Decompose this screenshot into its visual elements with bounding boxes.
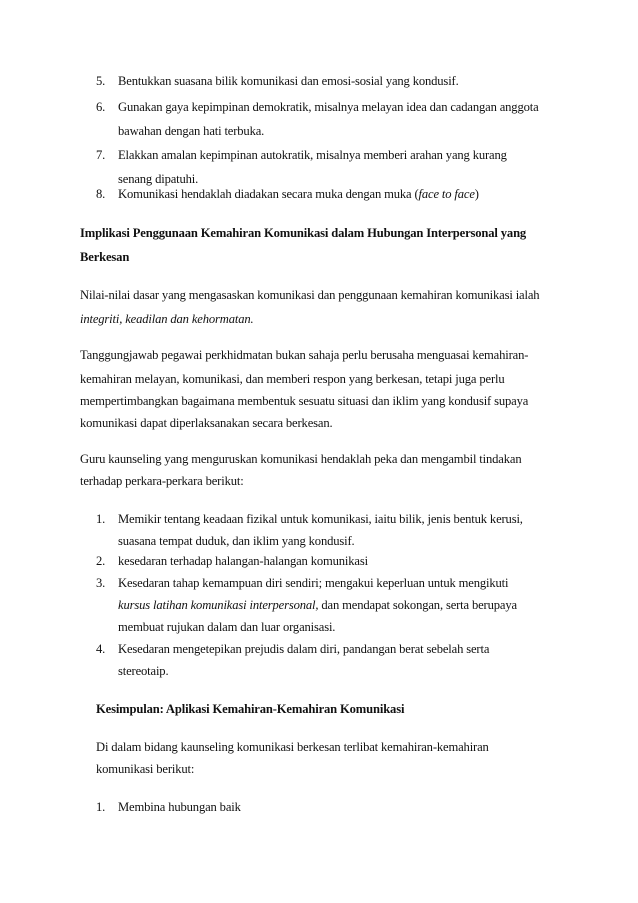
section-heading: Berkesan <box>80 250 130 264</box>
list-item-text: membuat rujukan dalam dan luar organisasi. <box>118 620 336 634</box>
list-item-text: stereotaip. <box>118 664 169 678</box>
list-item-text-main: Komunikasi hendaklah diadakan secara muka dengan muka ( <box>118 187 419 201</box>
list-number: 4. <box>96 642 106 656</box>
paragraph-line: Guru kaunseling yang menguruskan komunikasi hendaklah peka dan mengambil tindakan <box>80 452 522 466</box>
list-item-italic: kursus latihan komunikasi interpersonal, <box>118 598 319 612</box>
list-item-text: Membina hubungan baik <box>118 800 241 814</box>
paragraph-line: Tanggungjawab pegawai perkhidmatan bukan sahaja perlu berusaha menguasai kemahiran- <box>80 348 529 362</box>
list-number: 6. <box>96 100 106 114</box>
list-item-text: bawahan dengan hati terbuka. <box>118 124 265 138</box>
paragraph-line: Nilai-nilai dasar yang mengasaskan komunikasi dan penggunaan kemahiran komunikasi ialah <box>80 288 540 302</box>
list-number: 3. <box>96 576 106 590</box>
paragraph-line: Di dalam bidang kaunseling komunikasi berkesan terlibat kemahiran-kemahiran <box>96 740 489 754</box>
list-item-text: kesedaran terhadap halangan-halangan komunikasi <box>118 554 368 568</box>
paragraph-line: terhadap perkara-perkara berikut: <box>80 474 244 488</box>
paragraph-line: komunikasi dapat diperlaksanakan secara berkesan. <box>80 416 333 430</box>
list-number: 5. <box>96 74 106 88</box>
list-item-text: Bentukkan suasana bilik komunikasi dan emosi-sosial yang kondusif. <box>118 74 459 88</box>
list-item-text: senang dipatuhi. <box>118 172 199 186</box>
list-number: 8. <box>96 187 106 201</box>
list-item-text <box>118 185 479 203</box>
conclusion-heading: Kesimpulan: Aplikasi Kemahiran-Kemahiran Komunikasi <box>96 702 405 716</box>
list-item-text: Gunakan gaya kepimpinan demokratik, misalnya melayan idea dan cadangan anggota <box>118 100 539 114</box>
list-item-italic: face to face <box>418 187 475 201</box>
list-item-text: Kesedaran tahap kemampuan diri sendiri; mengakui keperluan untuk mengikuti <box>118 576 509 590</box>
list-item-text: Memikir tentang keadaan fizikal untuk komunikasi, iaitu bilik, jenis bentuk kerusi, <box>118 512 523 526</box>
paragraph-line: mempertimbangkan bagaimana membentuk sesuatu situasi dan iklim yang kondusif supaya <box>80 394 529 408</box>
list-item-text: suasana tempat duduk, dan iklim yang kondusif. <box>118 534 355 548</box>
list-item-text-rest: dan mendapat sokongan, serta berupaya <box>318 598 517 612</box>
paragraph-line: komunikasi berikut: <box>96 762 195 776</box>
list-item-text <box>118 596 517 614</box>
list-item-text: Elakkan amalan kepimpinan autokratik, misalnya memberi arahan yang kurang <box>118 148 507 162</box>
paragraph-line: kemahiran melayan, komunikasi, dan memberi respon yang berkesan, tetapi juga perlu <box>80 372 505 386</box>
list-number: 1. <box>96 800 106 814</box>
list-item-text: Kesedaran mengetepikan prejudis dalam diri, pandangan berat sebelah serta <box>118 642 490 656</box>
list-number: 2. <box>96 554 106 568</box>
list-number: 7. <box>96 148 106 162</box>
section-heading: Implikasi Penggunaan Kemahiran Komunikasi dalam Hubungan Interpersonal yang <box>80 226 527 240</box>
list-number: 1. <box>96 512 106 526</box>
paragraph-line-italic: integriti, keadilan dan kehormatan. <box>80 312 254 326</box>
list-item-close: ) <box>474 187 479 201</box>
